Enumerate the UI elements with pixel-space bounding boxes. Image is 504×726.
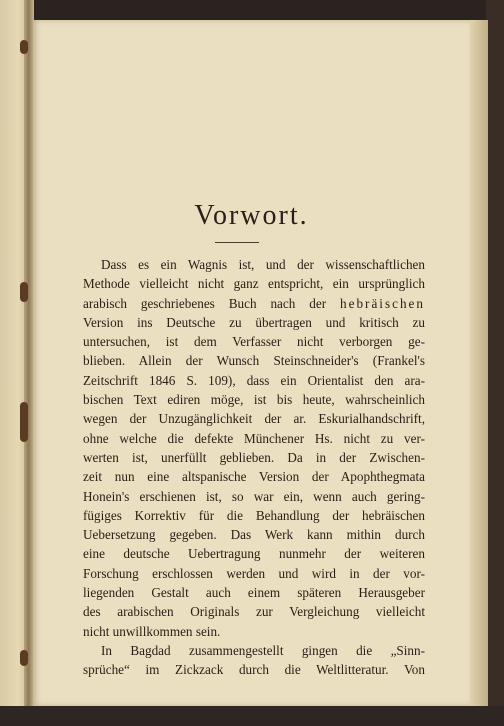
text-line: sprüche“ im Zickzack durch die Weltlitteratur. Von	[83, 662, 425, 678]
text-line: fügiges Korrektiv für die Behandlung der hebräischen	[83, 507, 425, 523]
text-line: Dass es ein Wagnis ist, und der wissenschaftlichen	[101, 257, 425, 272]
book-cover-right	[486, 0, 504, 726]
binding-stitch	[20, 650, 28, 666]
text-line: arabisch geschriebenes Buch nach der hebräischen	[83, 295, 425, 311]
text-line: Methode vielleicht nicht ganz entspricht, ein ursprünglich	[83, 276, 425, 292]
text-line: eine deutsche Uebertragung nunmehr der weiteren	[83, 546, 425, 562]
book-page	[33, 20, 470, 706]
text-line: bischen Text ediren möge, ist bis heute, wahrscheinlich	[83, 392, 425, 408]
text-line: Version ins Deutsche zu übertragen und kritisch zu	[83, 314, 425, 330]
right-page-stack	[468, 20, 488, 706]
text-line: des arabischen Originals zur Vergleichung vielleicht	[83, 604, 425, 620]
text-line: blieben. Allein der Wunsch Steinschneider's (Frankel's	[83, 353, 425, 369]
text-line: In Bagdad zusammengestellt gingen die „Sinn-	[101, 642, 425, 658]
text-line: Forschung erschlossen werden und wird in der vor-	[83, 565, 425, 581]
text-line: Zeitschrift 1846 S. 109), dass ein Orientalist den ara-	[83, 372, 425, 388]
text-line: Uebersetzung gegeben. Das Werk kann mithin durch	[83, 527, 425, 543]
text-line: untersuchen, ist dem Verfasser nicht verborgen ge-	[83, 334, 425, 350]
page-title: Vorwort.	[194, 200, 309, 231]
title-divider	[215, 242, 259, 243]
text-line: liegenden Gestalt auch einem späteren Herausgeber	[83, 585, 425, 601]
binding-stitch	[20, 40, 28, 54]
text-line: werten ist, unerfüllt geblieben. Da in der Zwischen-	[83, 449, 425, 465]
text-line: Honein's erschienen ist, so war ein, wenn auch gering-	[83, 488, 425, 504]
text-line: nicht unwillkommen sein.	[83, 623, 221, 639]
body-text	[83, 255, 425, 680]
text-line: zeit nun eine altspanische Version der Apophthegmata	[83, 469, 425, 485]
text-line: wegen der Unzugänglichkeit der ar. Eskurialhandschrift,	[83, 411, 425, 427]
binding-stitch	[20, 402, 28, 442]
binding-stitch	[20, 282, 28, 302]
text-line: ohne welche die defekte Münchener Hs. nicht zu ver-	[83, 430, 425, 446]
book-cover-bottom	[0, 706, 504, 726]
